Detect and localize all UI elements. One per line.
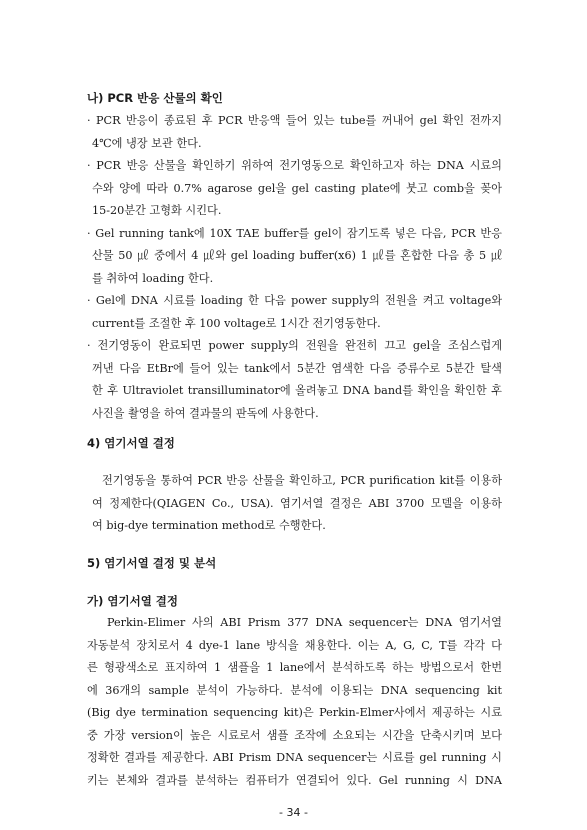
text-line: Perkin-Elimer 사의 ABI Prism 377 DNA sequencer는 DNA 염기서열 — [107, 616, 502, 629]
text-line: · PCR 반응 산물을 확인하기 위하여 전기영동으로 확인하고자 하는 DNA 시료의 — [87, 159, 502, 172]
text-line: 중 가장 version이 높은 시료로서 샘플 조작에 소요되는 시간을 단축시키며 보다 — [87, 729, 502, 742]
text-line: (Big dye termination sequencing kit)은 Perkin-Elmer사에서 제공하는 시료 — [87, 706, 502, 719]
text-line: current를 조절한 후 100 voltage로 1시간 전기영동한다. — [92, 317, 381, 330]
text-line: 키는 본체와 결과를 분석하는 컴퓨터가 연결되어 있다. Gel running 시 DNA — [87, 774, 502, 787]
text-line: 정확한 결과를 제공한다. ABI Prism DNA sequencer는 시료를 gel running 시 — [87, 751, 502, 764]
text-line: 에 36개의 sample 분석이 가능하다. 분석에 이용되는 DNA sequencing kit — [87, 684, 502, 697]
text-line: 여 정제한다(QIAGEN Co., USA). 염기서열 결정은 ABI 3700 모델을 이용하 — [92, 497, 502, 510]
text-line: 를 취하여 loading 한다. — [92, 272, 214, 285]
section-heading-sequencing: 4) 염기서열 결정 — [87, 436, 175, 450]
text-line: 수와 양에 따라 0.7% agarose gel을 gel casting plate에 붓고 comb을 꽂아 — [92, 182, 502, 195]
text-line: 른 형광색소로 표지하여 1 샘플을 1 lane에서 분석하도록 하는 방법으로서 한번 — [87, 661, 502, 674]
section-heading-pcr-confirm: 나) PCR 반응 산물의 확인 — [87, 91, 223, 105]
text-line: 산물 50 ㎕ 중에서 4 ㎕와 gel loading buffer(x6) 1 ㎕를 혼합한 다음 총 5 ㎕ — [92, 249, 502, 262]
text-line: · PCR 반응이 종료된 후 PCR 반응액 들어 있는 tube를 꺼내어 gel 확인 전까지 — [87, 114, 502, 127]
text-line: · Gel에 DNA 시료를 loading 한 다음 power supply의 전원을 켜고 voltage와 — [87, 294, 502, 307]
text-line: 한 후 Ultraviolet transilluminator에 올려놓고 DNA band를 확인을 확인한 후 — [92, 384, 502, 397]
text-line: 4℃에 냉장 보관 한다. — [92, 137, 202, 150]
text-line: 전기영동을 통하여 PCR 반응 산물을 확인하고, PCR purification kit를 이용하 — [102, 474, 502, 487]
text-line: · 전기영동이 완료되면 power supply의 전원을 완전히 끄고 gel을 조심스럽게 — [87, 339, 502, 352]
subsection-heading-sequencing: 가) 염기서열 결정 — [87, 594, 179, 608]
text-line: · Gel running tank에 10X TAE buffer를 gel이 잠기도록 넣은 다음, PCR 반응 — [87, 227, 502, 240]
section-heading-sequencing-analysis: 5) 염기서열 결정 및 분석 — [87, 556, 217, 570]
text-line: 여 big-dye termination method로 수행한다. — [92, 519, 326, 532]
text-line: 자동분석 장치로서 4 dye-1 lane 방식을 채용한다. 이는 A, G, C, T를 각각 다 — [87, 639, 502, 652]
text-line: 사진을 촬영을 하여 결과물의 판독에 사용한다. — [92, 407, 319, 420]
text-line: 꺼낸 다음 EtBr에 들어 있는 tank에서 5분간 염색한 다음 증류수로 5분간 탈색 — [92, 362, 502, 375]
text-line: 15-20분간 고형화 시킨다. — [92, 204, 222, 217]
page-number: - 34 - — [279, 806, 308, 819]
